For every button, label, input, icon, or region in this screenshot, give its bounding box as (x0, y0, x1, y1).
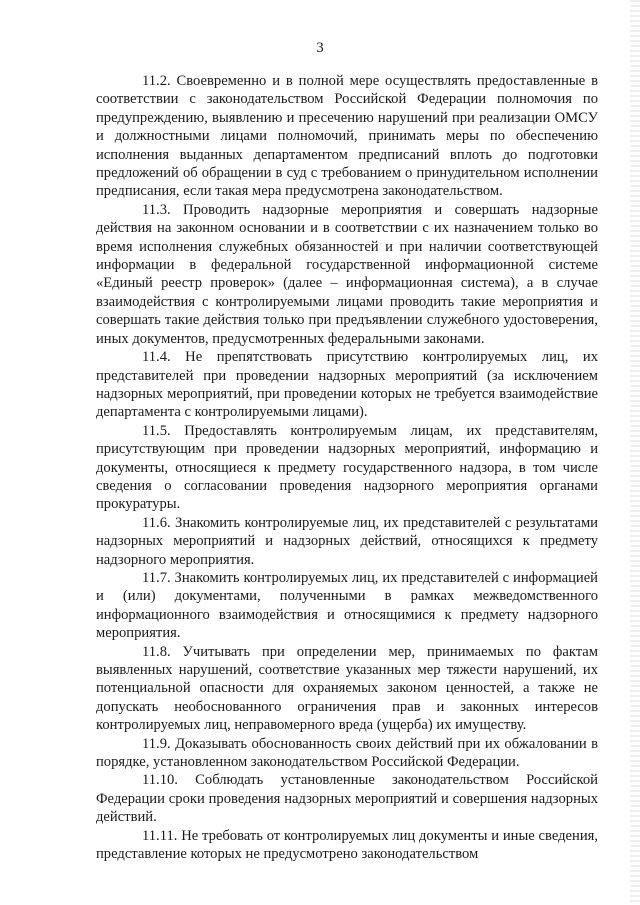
paragraph-11-2: 11.2. Своевременно и в полной мере осуществлять предоставленные в соответствии с законодательством Российской Федерации полномочия по предупреждению, выявлению и пресечению нарушений при реализации ОМСУ и должностными лицами полномочий, принимать меры по обеспечению исполнения выданных департаментом предписаний вплоть до подготовки предложений об обращении в суд с требованием о принудительном исполнении предписания, если такая мера предусмотрена законодательством. (96, 73, 598, 200)
paragraph-11-3: 11.3. Проводить надзорные мероприятия и совершать надзорные действия на законном основании и в соответствии с их назначением только во время исполнения служебных обязанностей и при наличии соответствующей информации в федеральной государственной информационной системе «Единый реестр проверок» (далее – информационная система), а в случае взаимодействия с контролируемыми лицами проводить такие мероприятия и совершать такие действия только при предъявлении служебного удостоверения, иных документов, предусмотренных федеральными законами. (96, 201, 598, 347)
paragraph-11-4: 11.4. Не препятствовать присутствию контролируемых лиц, их представителей при проведении надзорных мероприятий (за исключением надзорных мероприятий, при проведении которых не требуется взаимодействие департамента с контролируемыми лицами). (96, 349, 598, 421)
paragraph-11-11: 11.11. Не требовать от контролируемых лиц документы и иные сведения, представление которых не предусмотрено законодательством (96, 827, 598, 863)
page-number: 3 (316, 40, 324, 56)
paragraph-11-9: 11.9. Доказывать обоснованность своих действий при их обжаловании в порядке, установленном законодательством Российской Федерации. (96, 735, 598, 771)
paragraph-11-5: 11.5. Предоставлять контролируемым лицам, их представителям, присутствующим при проведении надзорных мероприятий, информацию и документы, относящиеся к предмету государственного надзора, в том числе сведения о согласовании проведения надзорного мероприятия органами прокуратуры. (96, 422, 598, 513)
paragraph-11-7: 11.7. Знакомить контролируемых лиц, их представителей с информацией и (или) документами, полученными в рамках межведомственного информационного взаимодействия и относящимися к предмету надзорного мероприятия. (96, 569, 598, 642)
paragraph-11-8: 11.8. Учитывать при определении мер, принимаемых по фактам выявленных нарушений, соответствие указанных мер тяжести нарушений, их потенциальной опасности для охраняемых законом ценностей, а также не допускать необоснованного ограничения прав и законных интересов контролируемых лиц, неправомерного вреда (ущерба) их имуществу. (96, 643, 598, 734)
document-body (96, 72, 598, 863)
paragraph-11-6: 11.6. Знакомить контролируемые лиц, их представителей с результатами надзорных мероприятий и надзорных действий, относящихся к предмету надзорного мероприятия. (96, 514, 598, 568)
paragraph-11-10: 11.10. Соблюдать установленные законодательством Российской Федерации сроки проведения надзорных мероприятий и совершения надзорных действий. (96, 772, 598, 826)
scan-edge-artifact (630, 0, 640, 905)
